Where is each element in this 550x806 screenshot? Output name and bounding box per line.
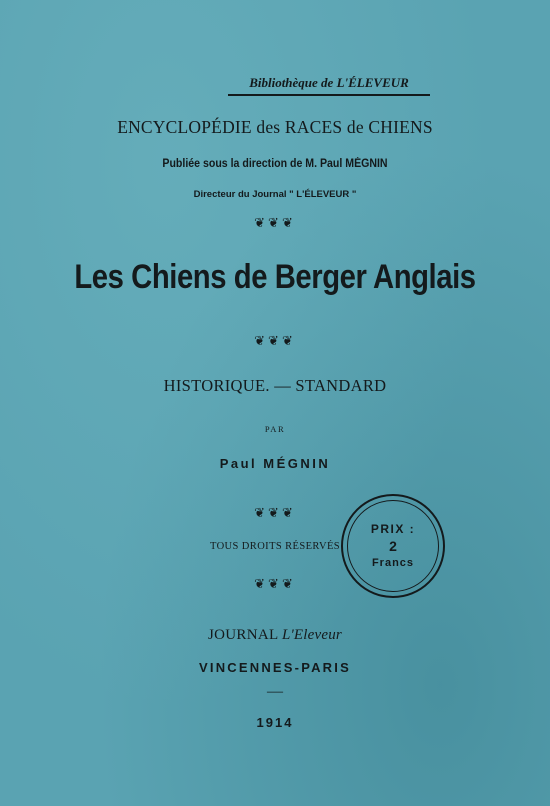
price-stamp-inner-ring: [347, 500, 439, 592]
book-title: Les Chiens de Berger Anglais: [74, 258, 476, 296]
price-label: PRIX :: [370, 521, 416, 536]
author-name: Paul MÉGNIN: [219, 456, 331, 471]
ornament-icon: ❦❦❦: [254, 333, 296, 348]
publisher-city: VINCENNES-PARIS: [199, 660, 351, 675]
price-stamp: [341, 494, 445, 598]
journal-name: L'Eleveur: [281, 627, 342, 643]
rights-notice: TOUS DROITS RÉSERVÉS: [209, 541, 341, 552]
ornament-icon: ❦❦❦: [254, 215, 296, 230]
price-unit: Francs: [371, 556, 415, 569]
editor-line: Publiée sous la direction de M. Paul MÉGNIN: [162, 158, 388, 170]
director-line: Directeur du Journal " L'ÉLEVEUR ": [193, 189, 357, 200]
series-header: [228, 75, 430, 96]
publisher-line: [0, 627, 550, 644]
series-underline: [228, 94, 430, 96]
by-label: PAR: [264, 424, 286, 434]
series-title: Bibliothèque de L'ÉLEVEUR: [249, 75, 409, 90]
encyclopedia-title: ENCYCLOPÉDIE des RACES de CHIENS: [117, 117, 433, 137]
book-subtitle: HISTORIQUE. — STANDARD: [163, 376, 387, 395]
price-amount: 2: [389, 537, 397, 554]
ornament-icon: ❦❦❦: [254, 505, 296, 520]
journal-prefix: JOURNAL: [208, 627, 278, 643]
ornament-icon: ❦❦❦: [254, 576, 296, 591]
separator-dash: —: [267, 683, 283, 700]
publication-year: 1914: [256, 715, 294, 730]
